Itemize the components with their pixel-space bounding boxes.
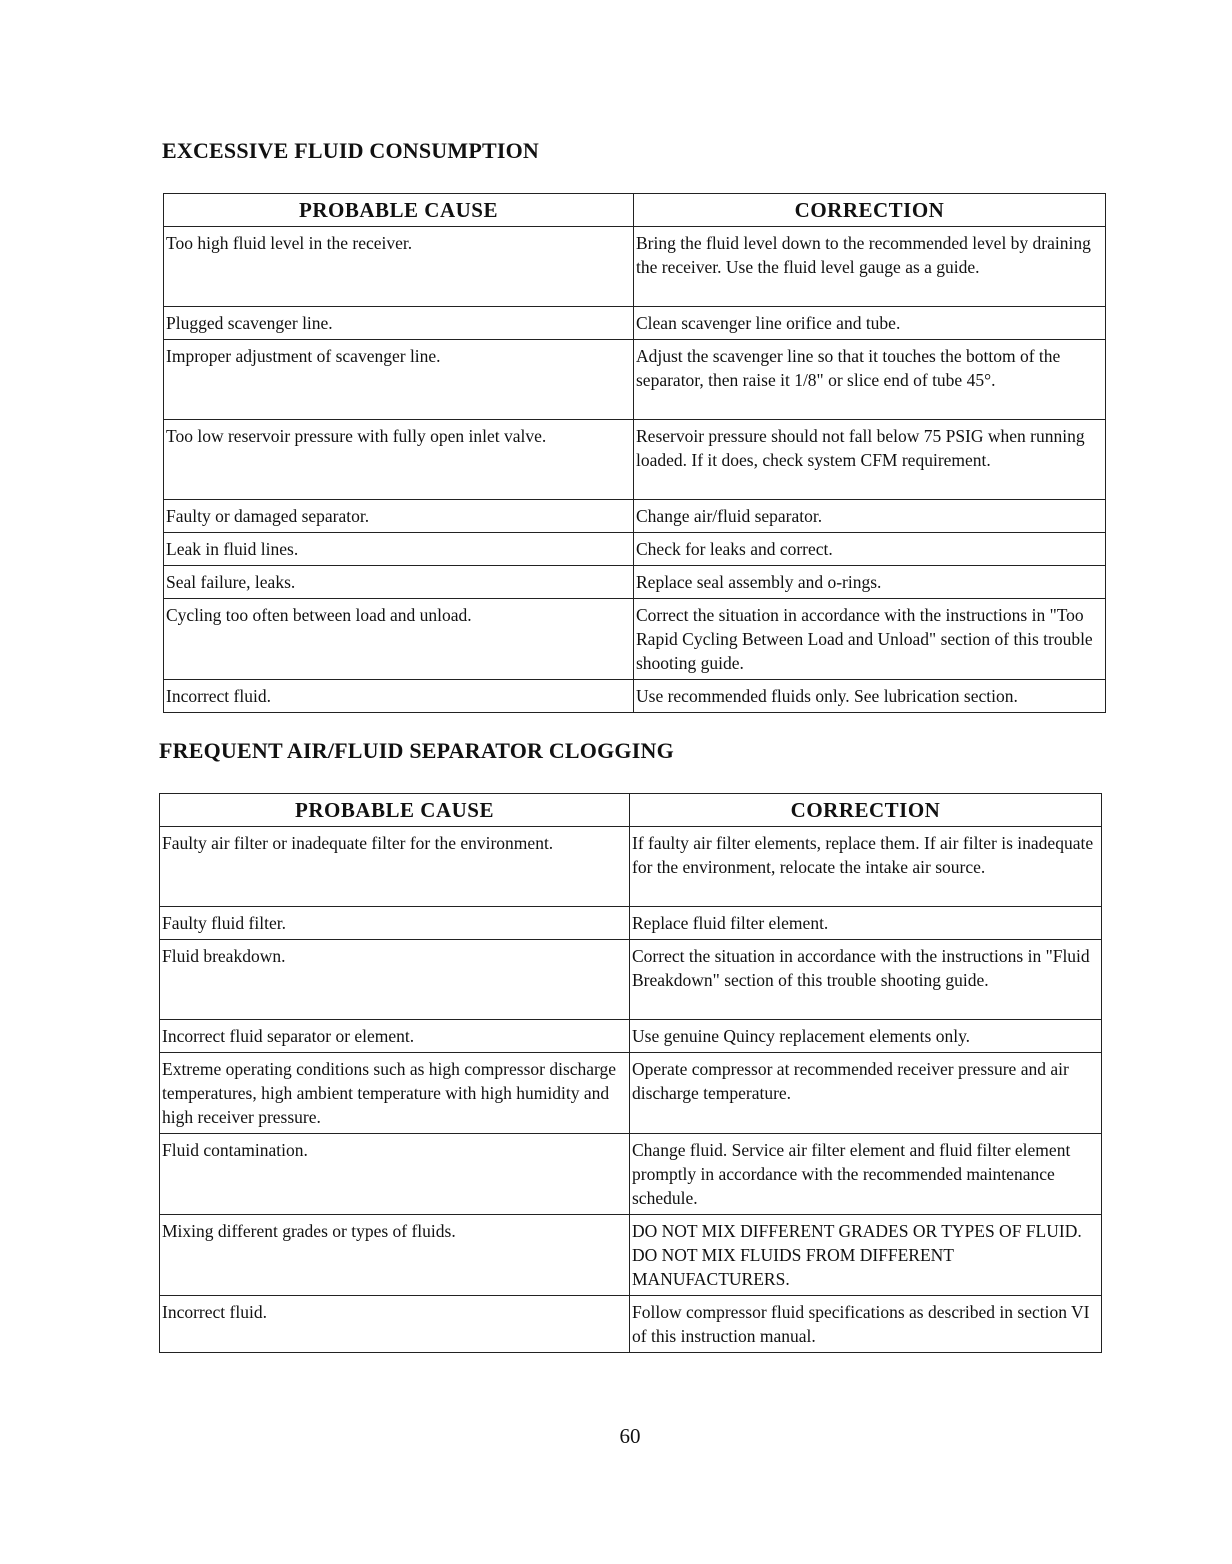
- table-row: [164, 566, 1106, 599]
- correction-cell: Adjust the scavenger line so that it touches the bottom of the separator, then raise it 1/8" or slice end of tube 45°.: [634, 340, 1106, 420]
- correction-cell: Change air/fluid separator.: [634, 500, 1106, 533]
- header-probable-cause: PROBABLE CAUSE: [160, 794, 630, 827]
- table-row: [160, 1020, 1102, 1053]
- correction-cell: Reservoir pressure should not fall below 75 PSIG when running loaded. If it does, check system CFM requirement.: [634, 420, 1106, 500]
- table-row: [164, 420, 1106, 500]
- cause-cell: Fluid contamination.: [160, 1134, 630, 1215]
- cause-cell: Faulty or damaged separator.: [164, 500, 634, 533]
- correction-cell: Correct the situation in accordance with the instructions in "Too Rapid Cycling Between Load and Unload" section of this trouble shooting guide.: [634, 599, 1106, 680]
- table-row: [164, 500, 1106, 533]
- cause-cell: Plugged scavenger line.: [164, 307, 634, 340]
- section-title-excessive-fluid-consumption: EXCESSIVE FLUID CONSUMPTION: [162, 138, 540, 163]
- section-title-frequent-separator-clogging: FREQUENT AIR/FLUID SEPARATOR CLOGGING: [159, 738, 674, 763]
- table-row: [164, 680, 1106, 713]
- correction-cell: Operate compressor at recommended receiver pressure and air discharge temperature.: [630, 1053, 1102, 1134]
- table-header-row: [160, 794, 1102, 827]
- table-row: [164, 227, 1106, 307]
- header-probable-cause: PROBABLE CAUSE: [164, 194, 634, 227]
- correction-cell: Follow compressor fluid specifications as described in section VI of this instruction manual.: [630, 1296, 1102, 1353]
- table-row: [160, 940, 1102, 1020]
- table-row: [164, 307, 1106, 340]
- troubleshooting-table-separator-clogging: [159, 793, 1102, 1353]
- correction-cell: Replace fluid filter element.: [630, 907, 1102, 940]
- correction-cell: Clean scavenger line orifice and tube.: [634, 307, 1106, 340]
- header-correction: CORRECTION: [634, 194, 1106, 227]
- cause-cell: Mixing different grades or types of fluids.: [160, 1215, 630, 1296]
- cause-cell: Incorrect fluid.: [164, 680, 634, 713]
- correction-cell: Change fluid. Service air filter element and fluid filter element promptly in accordance with the recommended maintenance schedule.: [630, 1134, 1102, 1215]
- cause-cell: Seal failure, leaks.: [164, 566, 634, 599]
- cause-cell: Too low reservoir pressure with fully open inlet valve.: [164, 420, 634, 500]
- cause-cell: Cycling too often between load and unload.: [164, 599, 634, 680]
- table-row: [164, 599, 1106, 680]
- cause-cell: Leak in fluid lines.: [164, 533, 634, 566]
- table-row: [164, 340, 1106, 420]
- troubleshooting-table-excessive-fluid-consumption: [163, 193, 1106, 713]
- header-correction: CORRECTION: [630, 794, 1102, 827]
- cause-cell: Incorrect fluid separator or element.: [160, 1020, 630, 1053]
- table-row: [160, 907, 1102, 940]
- correction-cell: Replace seal assembly and o-rings.: [634, 566, 1106, 599]
- page-number: 60: [619, 1424, 641, 1448]
- table-row: [164, 533, 1106, 566]
- table-header-row: [164, 194, 1106, 227]
- cause-cell: Incorrect fluid.: [160, 1296, 630, 1353]
- table-row: [160, 1053, 1102, 1134]
- cause-cell: Too high fluid level in the receiver.: [164, 227, 634, 307]
- correction-cell: Correct the situation in accordance with the instructions in "Fluid Breakdown" section of this trouble shooting guide.: [630, 940, 1102, 1020]
- correction-cell: If faulty air filter elements, replace them. If air filter is inadequate for the environment, relocate the intake air source.: [630, 827, 1102, 907]
- correction-cell: Use recommended fluids only. See lubrication section.: [634, 680, 1106, 713]
- table-row: [160, 1296, 1102, 1353]
- correction-cell: Bring the fluid level down to the recommended level by draining the receiver. Use the fluid level gauge as a guide.: [634, 227, 1106, 307]
- cause-cell: Faulty air filter or inadequate filter for the environment.: [160, 827, 630, 907]
- cause-cell: Fluid breakdown.: [160, 940, 630, 1020]
- correction-cell: DO NOT MIX DIFFERENT GRADES OR TYPES OF FLUID. DO NOT MIX FLUIDS FROM DIFFERENT MANUFACTURERS.: [630, 1215, 1102, 1296]
- correction-cell: Check for leaks and correct.: [634, 533, 1106, 566]
- cause-cell: Faulty fluid filter.: [160, 907, 630, 940]
- cause-cell: Extreme operating conditions such as high compressor discharge temperatures, high ambient temperature with high humidity and high receiver pressure.: [160, 1053, 630, 1134]
- table-row: [160, 1134, 1102, 1215]
- cause-cell: Improper adjustment of scavenger line.: [164, 340, 634, 420]
- correction-cell: Use genuine Quincy replacement elements only.: [630, 1020, 1102, 1053]
- table-row: [160, 1215, 1102, 1296]
- table-row: [160, 827, 1102, 907]
